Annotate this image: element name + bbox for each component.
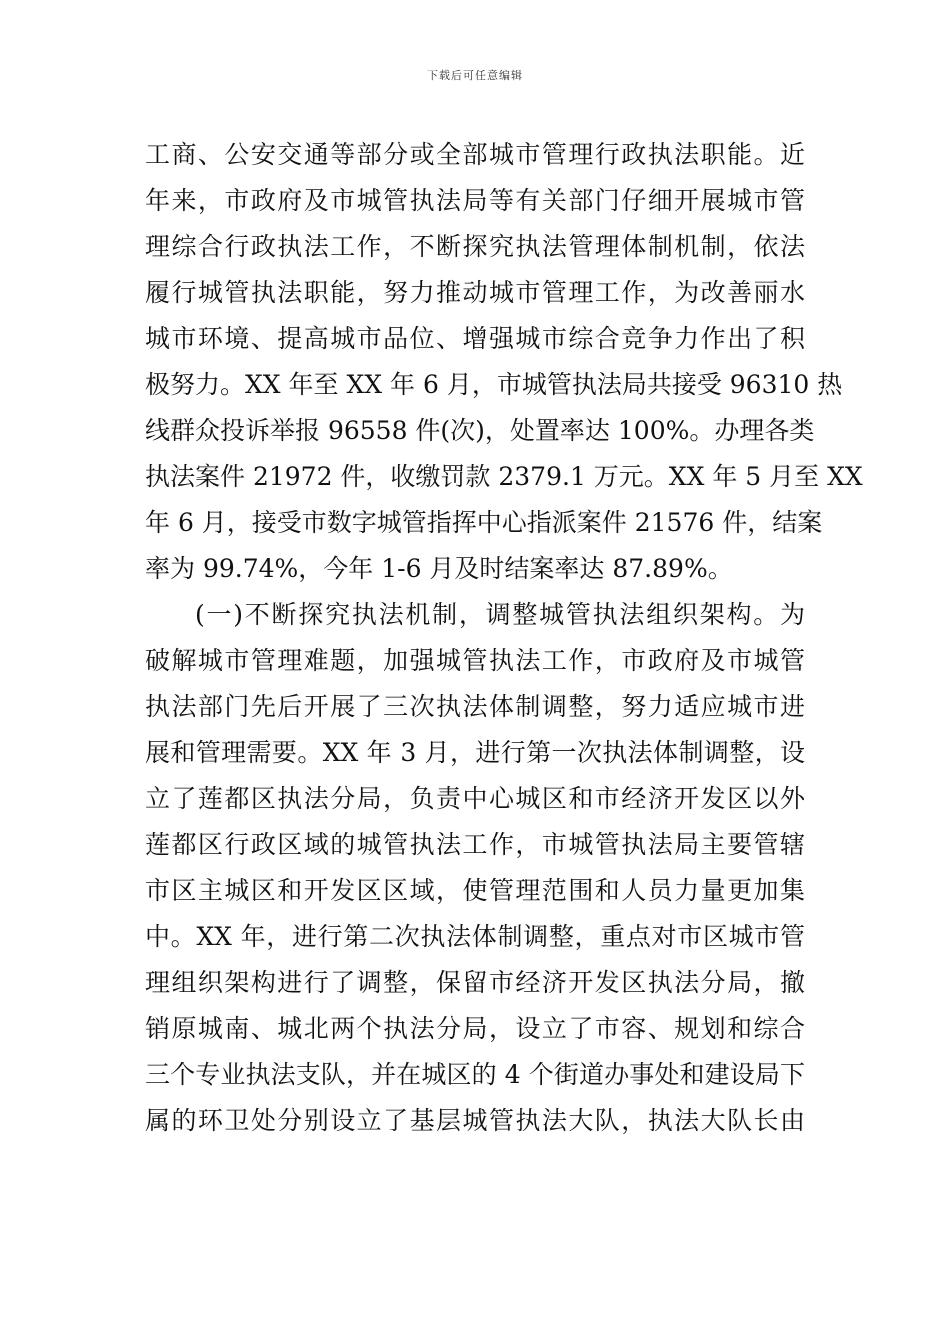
body-line: 履行城管执法职能，努力推动城市管理工作，为改善丽水 [145, 278, 805, 307]
body-line: 三个专业执法支队，并在城区的 4 个街道办事处和建设局下 [145, 1060, 805, 1089]
body-line: 莲都区行政区域的城管执法工作，市城管执法局主要管辖 [145, 830, 805, 859]
header-note: 下载后可任意编辑 [427, 69, 523, 82]
body-line: 属的环卫处分别设立了基层城管执法大队，执法大队长由 [145, 1106, 805, 1135]
body-line: 线群众投诉举报 96558 件(次)，处置率达 100%。办理各类 [145, 416, 815, 445]
body-line: 立了莲都区执法分局，负责中心城区和市经济开发区以外 [145, 784, 805, 813]
body-line: 年来，市政府及市城管执法局等有关部门仔细开展城市管 [145, 186, 805, 215]
body-line: 中。XX 年，进行第二次执法体制调整，重点对市区城市管 [145, 922, 805, 951]
body-line: 年 6 月，接受市数字城管指挥中心指派案件 21576 件，结案 [145, 508, 823, 537]
body-line: 执法部门先后开展了三次执法体制调整，努力适应城市进 [145, 692, 805, 721]
body-line: 城市环境、提高城市品位、增强城市综合竞争力作出了积 [145, 324, 805, 353]
body-line: 极努力。XX 年至 XX 年 6 月，市城管执法局共接受 96310 热 [145, 370, 843, 399]
paragraph-heading-line: (一)不断探究执法机制，调整城管执法组织架构。为 [195, 600, 805, 629]
body-line: 理综合行政执法工作，不断探究执法管理体制机制，依法 [145, 232, 805, 261]
body-line: 销原城南、城北两个执法分局，设立了市容、规划和综合 [145, 1014, 805, 1043]
body-line: 工商、公安交通等部分或全部城市管理行政执法职能。近 [145, 140, 805, 169]
body-line: 市区主城区和开发区区域，使管理范围和人员力量更加集 [145, 876, 805, 905]
body-line: 展和管理需要。XX 年 3 月，进行第一次执法体制调整，设 [145, 738, 805, 767]
body-line: 理组织架构进行了调整，保留市经济开发区执法分局，撤 [145, 968, 805, 997]
body-line: 执法案件 21972 件，收缴罚款 2379.1 万元。XX 年 5 月至 XX [145, 462, 863, 491]
body-line: 破解城市管理难题，加强城管执法工作，市政府及市城管 [145, 646, 805, 675]
body-line: 率为 99.74%，今年 1-6 月及时结案率达 87.89%。 [145, 554, 733, 583]
